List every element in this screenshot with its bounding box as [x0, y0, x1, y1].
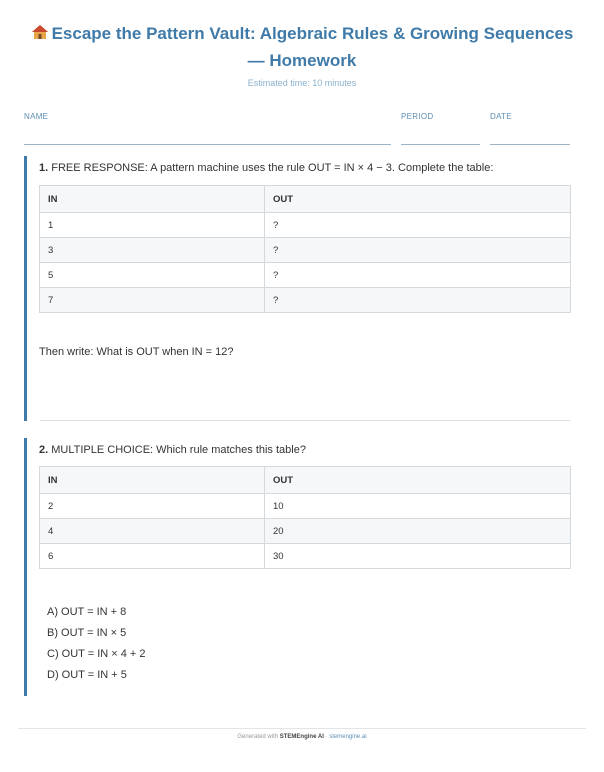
question-1-number: 1. — [39, 162, 49, 174]
question-1-followup: Then write: What is OUT when IN = 12? — [39, 346, 234, 358]
question-2-prompt — [39, 444, 306, 456]
question-2-text: MULTIPLE CHOICE: Which rule matches this table? — [51, 444, 306, 456]
table-row — [40, 263, 571, 288]
cell-in: 1 — [40, 213, 265, 238]
page-title — [20, 20, 584, 74]
question-1-prompt — [39, 162, 493, 174]
col-header-out: OUT — [265, 467, 571, 494]
date-field[interactable] — [490, 144, 570, 145]
cell-in: 3 — [40, 238, 265, 263]
col-header-in: IN — [40, 467, 265, 494]
house-icon — [31, 24, 49, 40]
col-header-in: IN — [40, 186, 265, 213]
question-1 — [24, 156, 570, 421]
question-divider — [40, 420, 570, 421]
choice-d[interactable]: D) OUT = IN + 5 — [47, 669, 127, 681]
question-1-text: FREE RESPONSE: A pattern machine uses the rule OUT = IN × 4 − 3. Complete the table: — [51, 162, 494, 174]
table-row — [40, 494, 571, 519]
table-row — [40, 544, 571, 569]
choice-b[interactable]: B) OUT = IN × 5 — [47, 627, 127, 639]
cell-out: 20 — [265, 519, 571, 544]
choice-c[interactable]: C) OUT = IN × 4 + 2 — [47, 648, 146, 660]
footer-prefix: Generated with — [237, 734, 279, 740]
cell-in: 7 — [40, 288, 265, 313]
cell-in: 4 — [40, 519, 265, 544]
cell-out[interactable]: ? — [265, 288, 571, 313]
table-row — [40, 213, 571, 238]
question-2-number: 2. — [39, 444, 49, 456]
cell-out[interactable]: ? — [265, 213, 571, 238]
estimated-time: Estimated time: 10 minutes — [247, 78, 357, 88]
footer-link[interactable]: stemengine.ai — [329, 734, 367, 740]
cell-out[interactable]: ? — [265, 238, 571, 263]
footer — [0, 734, 604, 740]
choice-a[interactable]: A) OUT = IN + 8 — [47, 606, 127, 618]
table-row — [40, 519, 571, 544]
col-header-out: OUT — [265, 186, 571, 213]
footer-divider — [18, 728, 586, 729]
footer-separator: · — [325, 734, 328, 740]
cell-in: 5 — [40, 263, 265, 288]
cell-out: 30 — [265, 544, 571, 569]
period-field[interactable] — [401, 144, 480, 145]
question-2-table — [39, 466, 571, 569]
question-2 — [24, 438, 570, 696]
table-row — [40, 238, 571, 263]
cell-in: 2 — [40, 494, 265, 519]
period-label: PERIOD — [401, 112, 434, 121]
name-label: NAME — [24, 112, 49, 121]
date-label: DATE — [490, 112, 512, 121]
name-field[interactable] — [24, 144, 391, 145]
title-text: Escape the Pattern Vault: Algebraic Rules & Growing Sequences — Homework — [51, 24, 574, 70]
cell-out: 10 — [265, 494, 571, 519]
cell-in: 6 — [40, 544, 265, 569]
cell-out[interactable]: ? — [265, 263, 571, 288]
table-row — [40, 288, 571, 313]
footer-brand: STEMEngine AI — [279, 734, 324, 740]
question-1-table — [39, 185, 571, 313]
